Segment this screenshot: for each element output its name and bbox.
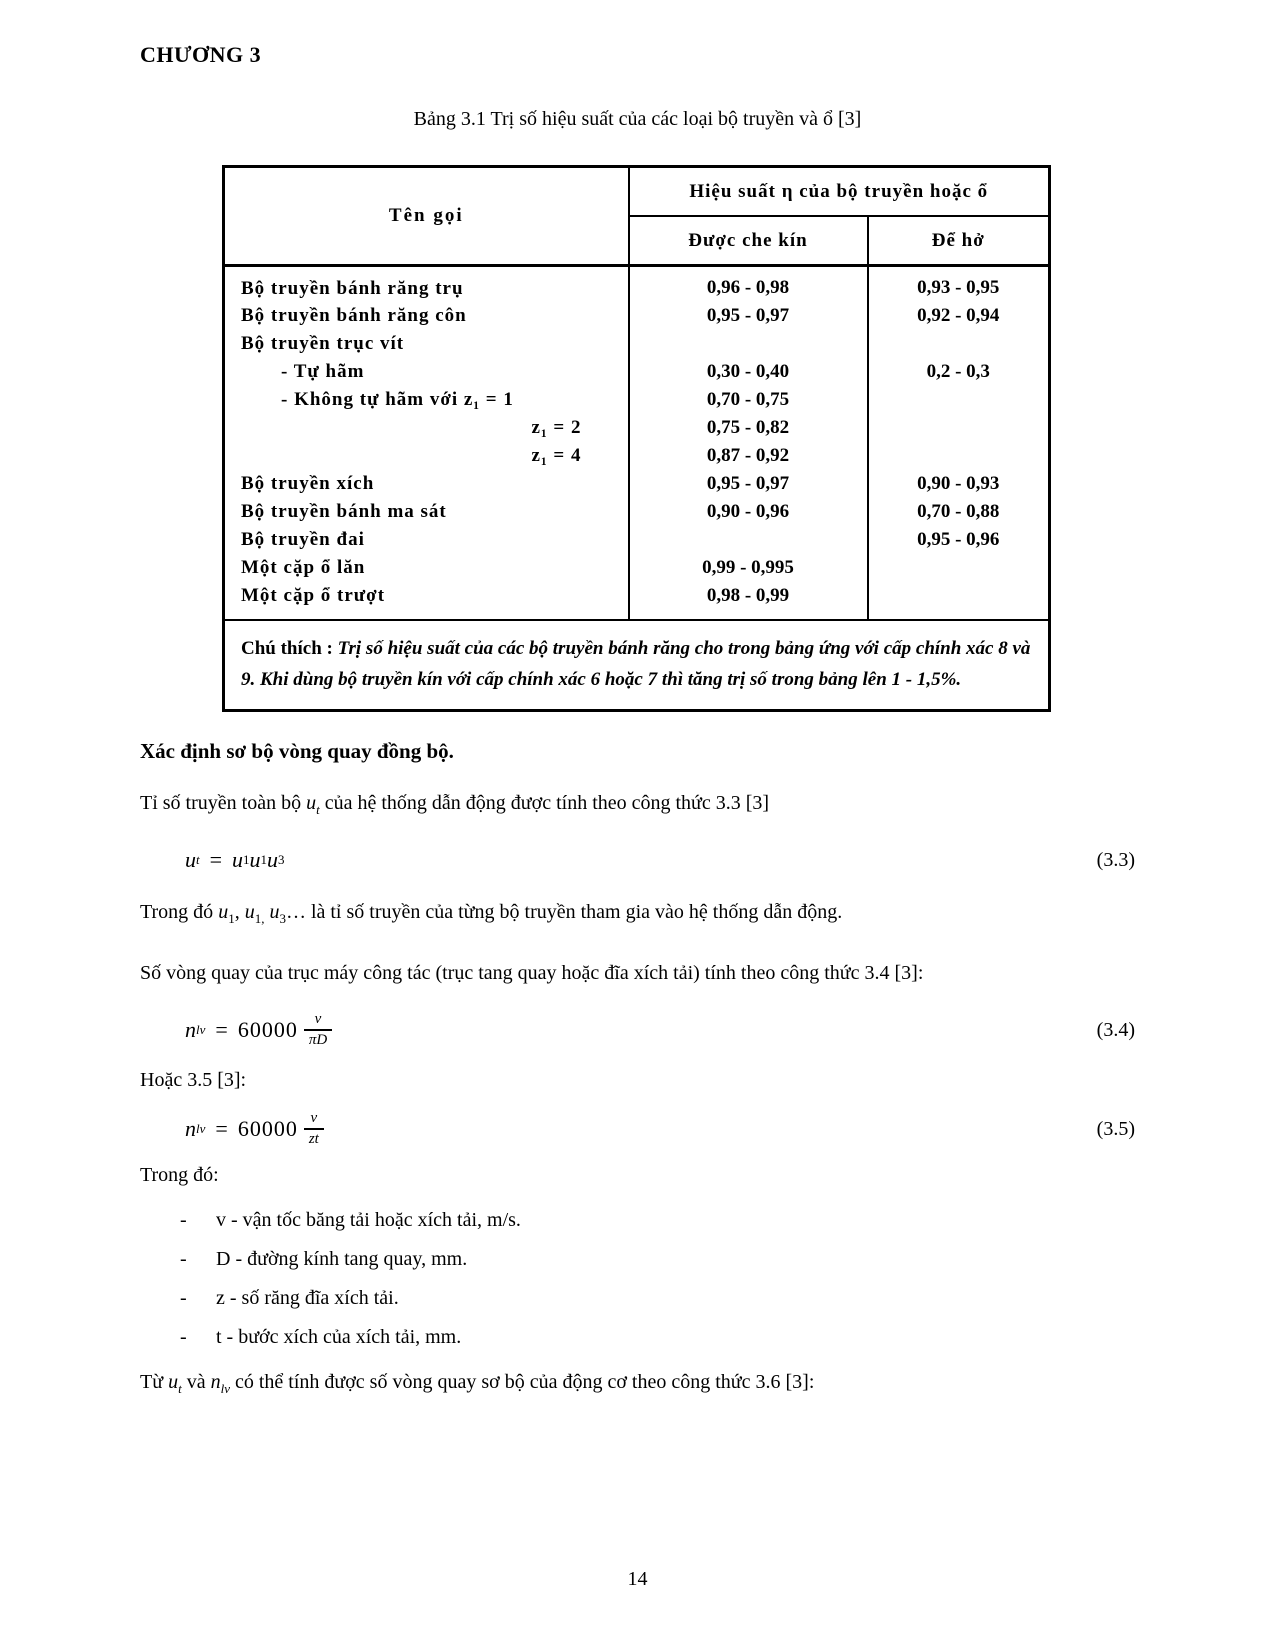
text-run: Trong đó	[140, 901, 219, 923]
math-var: u	[218, 901, 229, 923]
row-name: - Tự hãm	[224, 358, 629, 386]
table-row	[224, 358, 1050, 386]
equation-3-5	[140, 1110, 1135, 1148]
equation-body	[185, 847, 285, 873]
row-name: Bộ truyền đai	[224, 526, 629, 554]
row-name: Bộ truyền bánh ma sát	[224, 498, 629, 526]
table-row	[224, 470, 1050, 498]
math-fraction	[304, 1110, 324, 1148]
row-closed-value	[629, 526, 868, 554]
math-var: u	[269, 901, 280, 923]
table-note-row	[224, 620, 1050, 711]
table-row	[224, 266, 1050, 303]
row-name: Bộ truyền xích	[224, 470, 629, 498]
table-row	[224, 442, 1050, 470]
row-name: - Không tự hãm với z₁ = 1	[224, 386, 629, 414]
row-closed-value: 0,87 - 0,92	[706, 445, 790, 466]
fraction-numerator: v	[304, 1011, 332, 1031]
math-sub: lv	[196, 1121, 206, 1136]
list-text: t - bước xích của xích tải, mm.	[216, 1326, 462, 1348]
efficiency-table-wrapper	[222, 165, 1048, 712]
row-closed-value: 0,90 - 0,96	[706, 501, 790, 522]
equation-number: (3.3)	[1096, 848, 1135, 871]
row-closed-value: 0,96 - 0,98	[706, 277, 790, 298]
equation-number: (3.5)	[1096, 1117, 1135, 1140]
page-content	[140, 42, 1135, 1404]
text-run: ,	[234, 901, 245, 923]
note-text: Trị số hiệu suất của các bộ truyền bánh răng cho trong bảng ứng với cấp chính xác 8 và 9. Khi dùng bộ truyền kín với cấp chính xác 6 hoặc 7 thì tăng trị số trong bảng lên 1 - 1,5%.	[241, 638, 1031, 690]
table-row	[224, 526, 1050, 554]
table-header-row-1	[224, 167, 1050, 217]
list-item	[140, 1205, 1135, 1236]
table-row	[224, 414, 1050, 442]
row-name: Bộ truyền bánh răng côn	[224, 302, 629, 330]
table-row	[224, 582, 1050, 620]
list-item	[140, 1244, 1135, 1275]
list-item	[140, 1283, 1135, 1314]
paragraph-tu-ut-nlv	[140, 1367, 1135, 1404]
row-name: z₁ = 4	[224, 442, 629, 470]
fraction-numerator: v	[304, 1110, 324, 1130]
header-group: Hiệu suất η của bộ truyền hoặc ổ	[629, 167, 1050, 217]
row-closed-value: 0,98 - 0,99	[706, 585, 790, 606]
equation-3-3	[140, 847, 1135, 873]
header-sub-open: Để hở	[868, 216, 1050, 266]
math-var: u	[185, 847, 196, 872]
row-name: Một cặp ổ lăn	[224, 554, 629, 582]
text-run: và	[181, 1371, 211, 1393]
list-text: D - đường kính tang quay, mm.	[216, 1248, 468, 1270]
math-sub: t	[316, 802, 320, 817]
row-open-value: 0,92 - 0,94	[868, 302, 1050, 330]
row-open-value: 0,90 - 0,93	[868, 470, 1050, 498]
math-var: n	[185, 1017, 196, 1042]
paragraph-so-vong-quay: Số vòng quay của trục máy công tác (trục tang quay hoặc đĩa xích tải) tính theo công thức 3.4 [3]:	[140, 962, 924, 984]
row-open-value	[868, 442, 1050, 470]
math-var: u	[244, 901, 255, 923]
math-equals: =	[215, 1116, 228, 1141]
row-open-value	[868, 414, 1050, 442]
header-name-col: Tên gọi	[224, 167, 629, 266]
text-run: Từ	[140, 1371, 169, 1393]
list-text: z - số răng đĩa xích tải.	[216, 1287, 399, 1309]
text-run: Tỉ số truyền toàn bộ	[140, 792, 307, 814]
math-sub: 3	[278, 852, 285, 867]
row-closed-value: 0,75 - 0,82	[706, 417, 790, 438]
table-row	[224, 386, 1050, 414]
math-var: u	[249, 847, 261, 872]
text-run: có thể tính được số vòng quay sơ bộ của động cơ theo công thức 3.6 [3]:	[229, 1371, 815, 1393]
table-row	[224, 554, 1050, 582]
row-closed-value	[629, 330, 868, 358]
math-var: n	[185, 1116, 196, 1141]
equation-number: (3.4)	[1096, 1018, 1135, 1041]
chapter-heading: CHƯƠNG 3	[140, 42, 262, 67]
math-equals: =	[215, 1017, 228, 1042]
math-var: u	[168, 1371, 179, 1393]
row-closed-value: 0,70 - 0,75	[706, 389, 790, 410]
list-dash: -	[180, 1248, 187, 1270]
row-open-value: 0,2 - 0,3	[868, 358, 1050, 386]
table-row	[224, 302, 1050, 330]
text-run: … là tỉ số truyền của từng bộ truyền tham gia vào hệ thống dẫn động.	[285, 901, 843, 923]
row-name: Một cặp ổ trượt	[224, 582, 629, 620]
math-coefficient: 60000	[237, 1017, 298, 1042]
math-sub: 3	[279, 911, 286, 926]
row-name: Bộ truyền trục vít	[224, 330, 629, 358]
table-note	[224, 620, 1050, 711]
table-row	[224, 498, 1050, 526]
math-sub: lv	[196, 1022, 206, 1037]
math-var: u	[232, 847, 244, 872]
list-dash: -	[180, 1326, 187, 1348]
paragraph-hoac: Hoặc 3.5 [3]:	[140, 1069, 247, 1091]
math-sub: 1	[228, 911, 235, 926]
list-item	[140, 1322, 1135, 1353]
row-closed-value: 0,99 - 0,995	[702, 557, 794, 578]
equation-body	[185, 1011, 332, 1049]
row-open-value: 0,93 - 0,95	[868, 266, 1050, 303]
row-open-value: 0,70 - 0,88	[868, 498, 1050, 526]
math-sub: 1	[260, 852, 268, 867]
math-sub: 1	[243, 852, 250, 867]
equation-body	[185, 1110, 324, 1148]
math-sub: lv	[220, 1381, 230, 1396]
list-dash: -	[180, 1209, 187, 1231]
math-coefficient: 60000	[237, 1116, 298, 1141]
paragraph-transmission-ratio	[140, 788, 1135, 825]
page-number: 14	[627, 1568, 648, 1590]
table-row	[224, 330, 1050, 358]
row-closed-value: 0,95 - 0,97	[706, 473, 790, 494]
list-text: v - vận tốc băng tải hoặc xích tải, m/s.	[216, 1209, 521, 1231]
math-fraction	[304, 1011, 332, 1049]
definition-list	[140, 1205, 1135, 1353]
math-var: u	[267, 847, 279, 872]
row-closed-value: 0,95 - 0,97	[706, 305, 790, 326]
row-open-value	[868, 554, 1050, 582]
fraction-denominator: zt	[308, 1131, 319, 1147]
row-open-value	[868, 330, 1050, 358]
paragraph-trong-do-u	[140, 897, 1135, 934]
header-sub-closed: Được che kín	[629, 216, 868, 266]
row-open-value	[868, 386, 1050, 414]
paragraph-trong-do: Trong đó:	[140, 1164, 219, 1186]
math-equals: =	[209, 847, 223, 872]
math-var: u	[306, 792, 317, 814]
math-sub: 1,	[254, 911, 265, 926]
row-open-value: 0,95 - 0,96	[868, 526, 1050, 554]
math-var: n	[210, 1371, 221, 1393]
note-label: Chú thích :	[241, 638, 333, 659]
row-closed-value: 0,30 - 0,40	[706, 361, 790, 382]
equation-3-4	[140, 1011, 1135, 1049]
table-caption: Bảng 3.1 Trị số hiệu suất của các loại bộ truyền và ổ [3]	[413, 108, 862, 130]
section-heading: Xác định sơ bộ vòng quay đồng bộ.	[140, 739, 454, 763]
math-sub: t	[178, 1381, 182, 1396]
list-dash: -	[180, 1287, 187, 1309]
row-open-value	[868, 582, 1050, 620]
efficiency-table	[222, 165, 1051, 712]
row-name: z₁ = 2	[224, 414, 629, 442]
row-name: Bộ truyền bánh răng trụ	[224, 266, 629, 303]
math-sub: t	[196, 852, 200, 867]
fraction-denominator: πD	[308, 1032, 328, 1048]
text-run: của hệ thống dẫn động được tính theo công thức 3.3 [3]	[319, 792, 770, 814]
